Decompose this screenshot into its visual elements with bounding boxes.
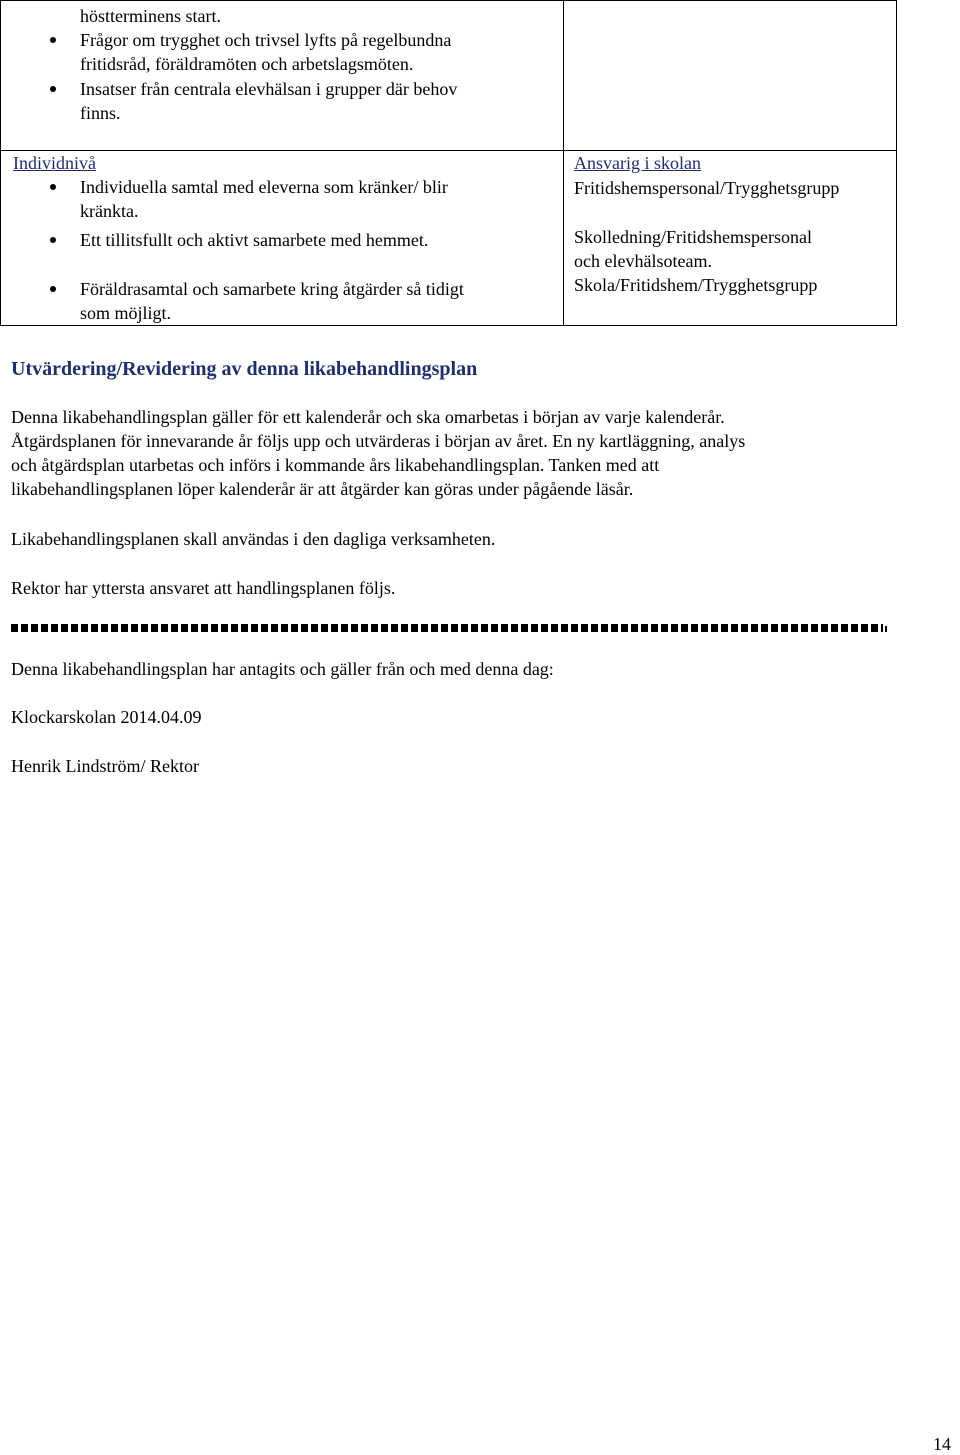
bullet-text-line: fritidsråd, föräldramöten och arbetslagsmöten. xyxy=(80,54,414,74)
responsible-line: Skola/Fritidshem/Trygghetsgrupp xyxy=(574,275,818,295)
cell-text-line: höstterminens start. xyxy=(80,6,221,26)
table-border-bottom xyxy=(0,325,897,326)
table-row-divider xyxy=(0,150,897,151)
paragraph: Rektor har yttersta ansvaret att handlingsplanen följs. xyxy=(11,578,396,598)
bullet-dot-icon xyxy=(50,86,56,92)
paragraph-line: likabehandlingsplanen löper kalenderår är att åtgärder kan göras under pågående läsår. xyxy=(11,479,634,499)
section-heading: Utvärdering/Revidering av denna likabehandlingsplan xyxy=(11,358,478,380)
bullet-text-line: som möjligt. xyxy=(80,303,172,323)
adoption-statement: Denna likabehandlingsplan har antagits och gäller från och med denna dag: xyxy=(11,659,554,679)
paragraph-line: och åtgärdsplan utarbetas och införs i kommande års likabehandlingsplan. Tanken med att xyxy=(11,455,660,475)
table-border-right xyxy=(896,0,897,326)
table-column-divider xyxy=(563,0,564,326)
bullet-dot-icon xyxy=(50,286,56,292)
paragraph-line: Åtgärdsplanen för innevarande år följs upp och utvärderas i början av året. En ny kartläggning, analys xyxy=(11,431,746,451)
signature: Henrik Lindström/ Rektor xyxy=(11,756,199,776)
dotted-separator xyxy=(11,624,883,632)
bullet-text-line: finns. xyxy=(80,103,121,123)
responsible-line: Skolledning/Fritidshemspersonal xyxy=(574,227,812,247)
bullet-text-line: Frågor om trygghet och trivsel lyfts på regelbundna xyxy=(80,30,452,50)
bullet-text-line: Föräldrasamtal och samarbete kring åtgärder så tidigt xyxy=(80,279,464,299)
bullet-text-line: Insatser från centrala elevhälsan i grupper där behov xyxy=(80,79,458,99)
bullet-text-line: Individuella samtal med eleverna som kränker/ blir xyxy=(80,177,448,197)
bullet-text-line: kränkta. xyxy=(80,201,139,221)
paragraph-line: Denna likabehandlingsplan gäller för ett kalenderår och ska omarbetas i början av varje kalenderår. xyxy=(11,407,725,427)
responsible-line: Fritidshemspersonal/Trygghetsgrupp xyxy=(574,178,840,198)
bullet-dot-icon xyxy=(50,237,56,243)
responsible-heading: Ansvarig i skolan xyxy=(574,153,701,173)
bullet-text-line: Ett tillitsfullt och aktivt samarbete med hemmet. xyxy=(80,230,429,250)
individ-heading: Individnivå xyxy=(13,153,96,173)
bullet-dot-icon xyxy=(50,37,56,43)
place-date: Klockarskolan 2014.04.09 xyxy=(11,707,202,727)
table-border-top xyxy=(0,0,897,1)
responsible-line: och elevhälsoteam. xyxy=(574,251,712,271)
action-table xyxy=(0,0,897,326)
dotted-separator-end xyxy=(885,626,887,632)
bullet-dot-icon xyxy=(50,184,56,190)
paragraph: Likabehandlingsplanen skall användas i den dagliga verksamheten. xyxy=(11,529,496,549)
table-border-left xyxy=(0,0,1,326)
page-number: 14 xyxy=(933,1434,951,1454)
